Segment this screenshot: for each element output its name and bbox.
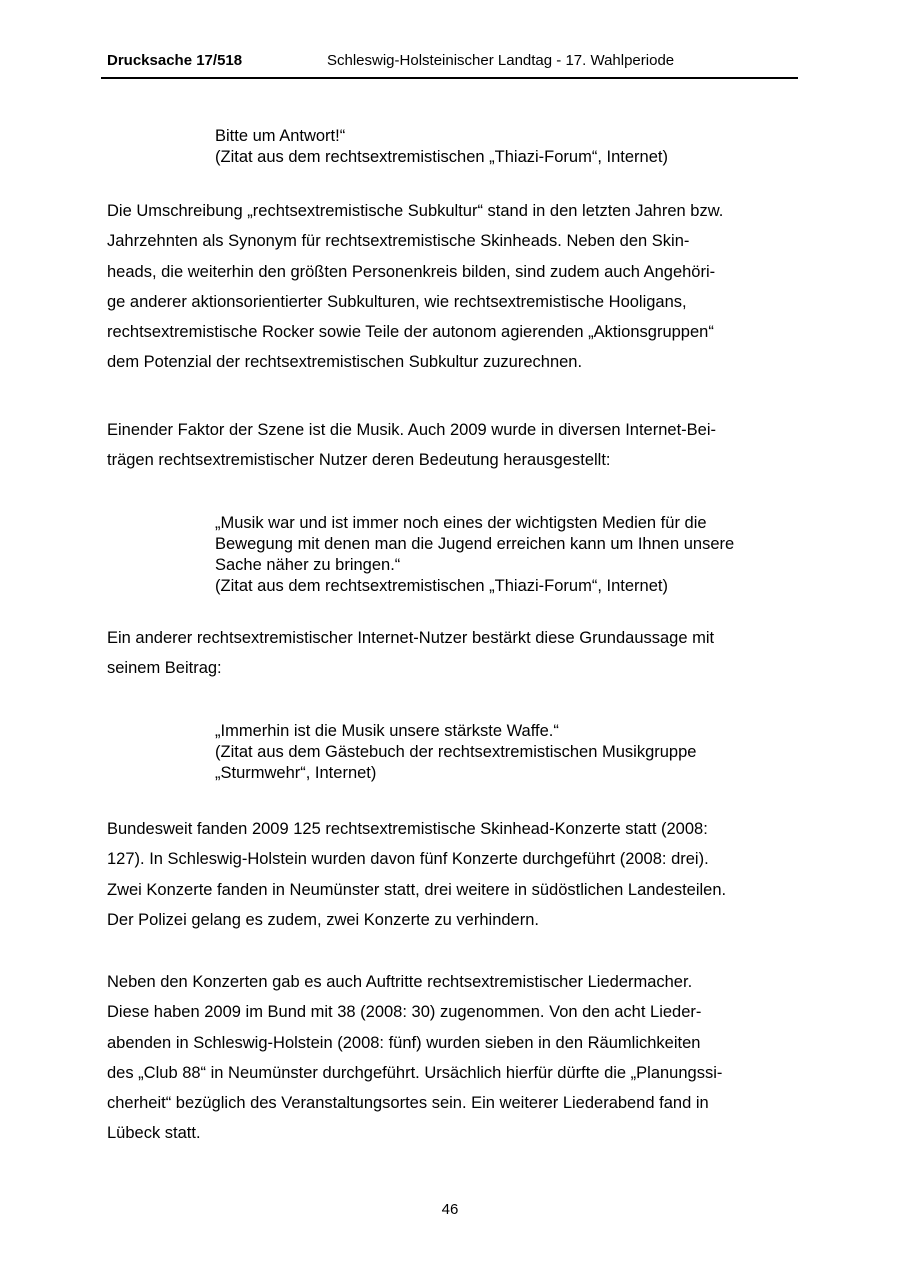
paragraph-songwriters <box>107 967 797 1149</box>
quote-source: (Zitat aus dem rechtsextremistischen „Thiazi-Forum“, Internet) <box>215 577 668 595</box>
paragraph-line: Lübeck statt. <box>107 1124 201 1143</box>
paragraph-line: abenden in Schleswig-Holstein (2008: fünf) wurden sieben in den Räumlichkeiten <box>107 1033 701 1052</box>
paragraph-line: cherheit“ bezüglich des Veranstaltungsortes sein. Ein weiterer Liederabend fand in <box>107 1094 709 1113</box>
quote-block-2 <box>215 513 805 597</box>
quote-block-3 <box>215 721 805 784</box>
quote-line: „Immerhin ist die Musik unsere stärkste Waffe.“ <box>215 722 559 740</box>
quote-line: Bewegung mit denen man die Jugend erreichen kann um Ihnen unsere <box>215 535 735 553</box>
paragraph-internet-user <box>107 623 797 684</box>
paragraph-line: Zwei Konzerte fanden in Neumünster statt, drei weitere in südöstlichen Landesteilen. <box>107 880 727 899</box>
quote-line: Sache näher zu bringen.“ <box>215 556 401 574</box>
paragraph-line: dem Potenzial der rechtsextremistischen Subkultur zuzurechnen. <box>107 353 583 372</box>
paragraph-line: ge anderer aktionsorientierter Subkulturen, wie rechtsextremistische Hooligans, <box>107 292 687 311</box>
paragraph-line: Bundesweit fanden 2009 125 rechtsextremistische Skinhead-Konzerte statt (2008: <box>107 820 708 838</box>
paragraph-line: trägen rechtsextremistischer Nutzer deren Bedeutung herausgestellt: <box>107 451 611 470</box>
quote-block-1 <box>215 126 805 168</box>
paragraph-music <box>107 415 797 476</box>
paragraph-line: heads, die weiterhin den größten Personenkreis bilden, sind zudem auch Angehöri- <box>107 262 716 281</box>
header-divider <box>101 77 798 79</box>
paragraph-subculture <box>107 196 797 378</box>
paragraph-line: Ein anderer rechtsextremistischer Internet-Nutzer bestärkt diese Grundaussage mit <box>107 629 715 647</box>
paragraph-line: Der Polizei gelang es zudem, zwei Konzerte zu verhindern. <box>107 910 539 929</box>
paragraph-line: Jahrzehnten als Synonym für rechtsextremistische Skinheads. Neben den Skin- <box>107 232 690 251</box>
paragraph-line: des „Club 88“ in Neumünster durchgeführt. Ursächlich hierfür dürfte die „Planungssi- <box>107 1063 723 1082</box>
paragraph-line: Neben den Konzerten gab es auch Auftritte rechtsextremistischer Liedermacher. <box>107 973 693 991</box>
page-number: 46 <box>441 1201 459 1218</box>
quote-source: „Sturmwehr“, Internet) <box>215 764 377 782</box>
paragraph-line: 127). In Schleswig-Holstein wurden davon fünf Konzerte durchgeführt (2008: drei). <box>107 850 709 869</box>
paragraph-line: rechtsextremistische Rocker sowie Teile der autonom agierenden „Aktionsgruppen“ <box>107 323 714 342</box>
paragraph-line: Die Umschreibung „rechtsextremistische Subkultur“ stand in den letzten Jahren bzw. <box>107 202 724 220</box>
paragraph-line: Diese haben 2009 im Bund mit 38 (2008: 30) zugenommen. Von den acht Lieder- <box>107 1003 702 1022</box>
document-number: Drucksache 17/518 <box>107 52 243 69</box>
header-title: Schleswig-Holsteinischer Landtag - 17. Wahlperiode <box>327 52 675 69</box>
page-header <box>107 52 798 78</box>
quote-line: „Musik war und ist immer noch eines der wichtigsten Medien für die <box>215 514 707 532</box>
quote-source: (Zitat aus dem Gästebuch der rechtsextremistischen Musikgruppe <box>215 743 697 761</box>
quote-source: (Zitat aus dem rechtsextremistischen „Thiazi-Forum“, Internet) <box>215 148 668 166</box>
paragraph-concerts <box>107 814 797 935</box>
paragraph-line: Einender Faktor der Szene ist die Musik. Auch 2009 wurde in diversen Internet-Bei- <box>107 421 716 439</box>
quote-line: Bitte um Antwort!“ <box>215 127 346 145</box>
paragraph-line: seinem Beitrag: <box>107 659 222 678</box>
